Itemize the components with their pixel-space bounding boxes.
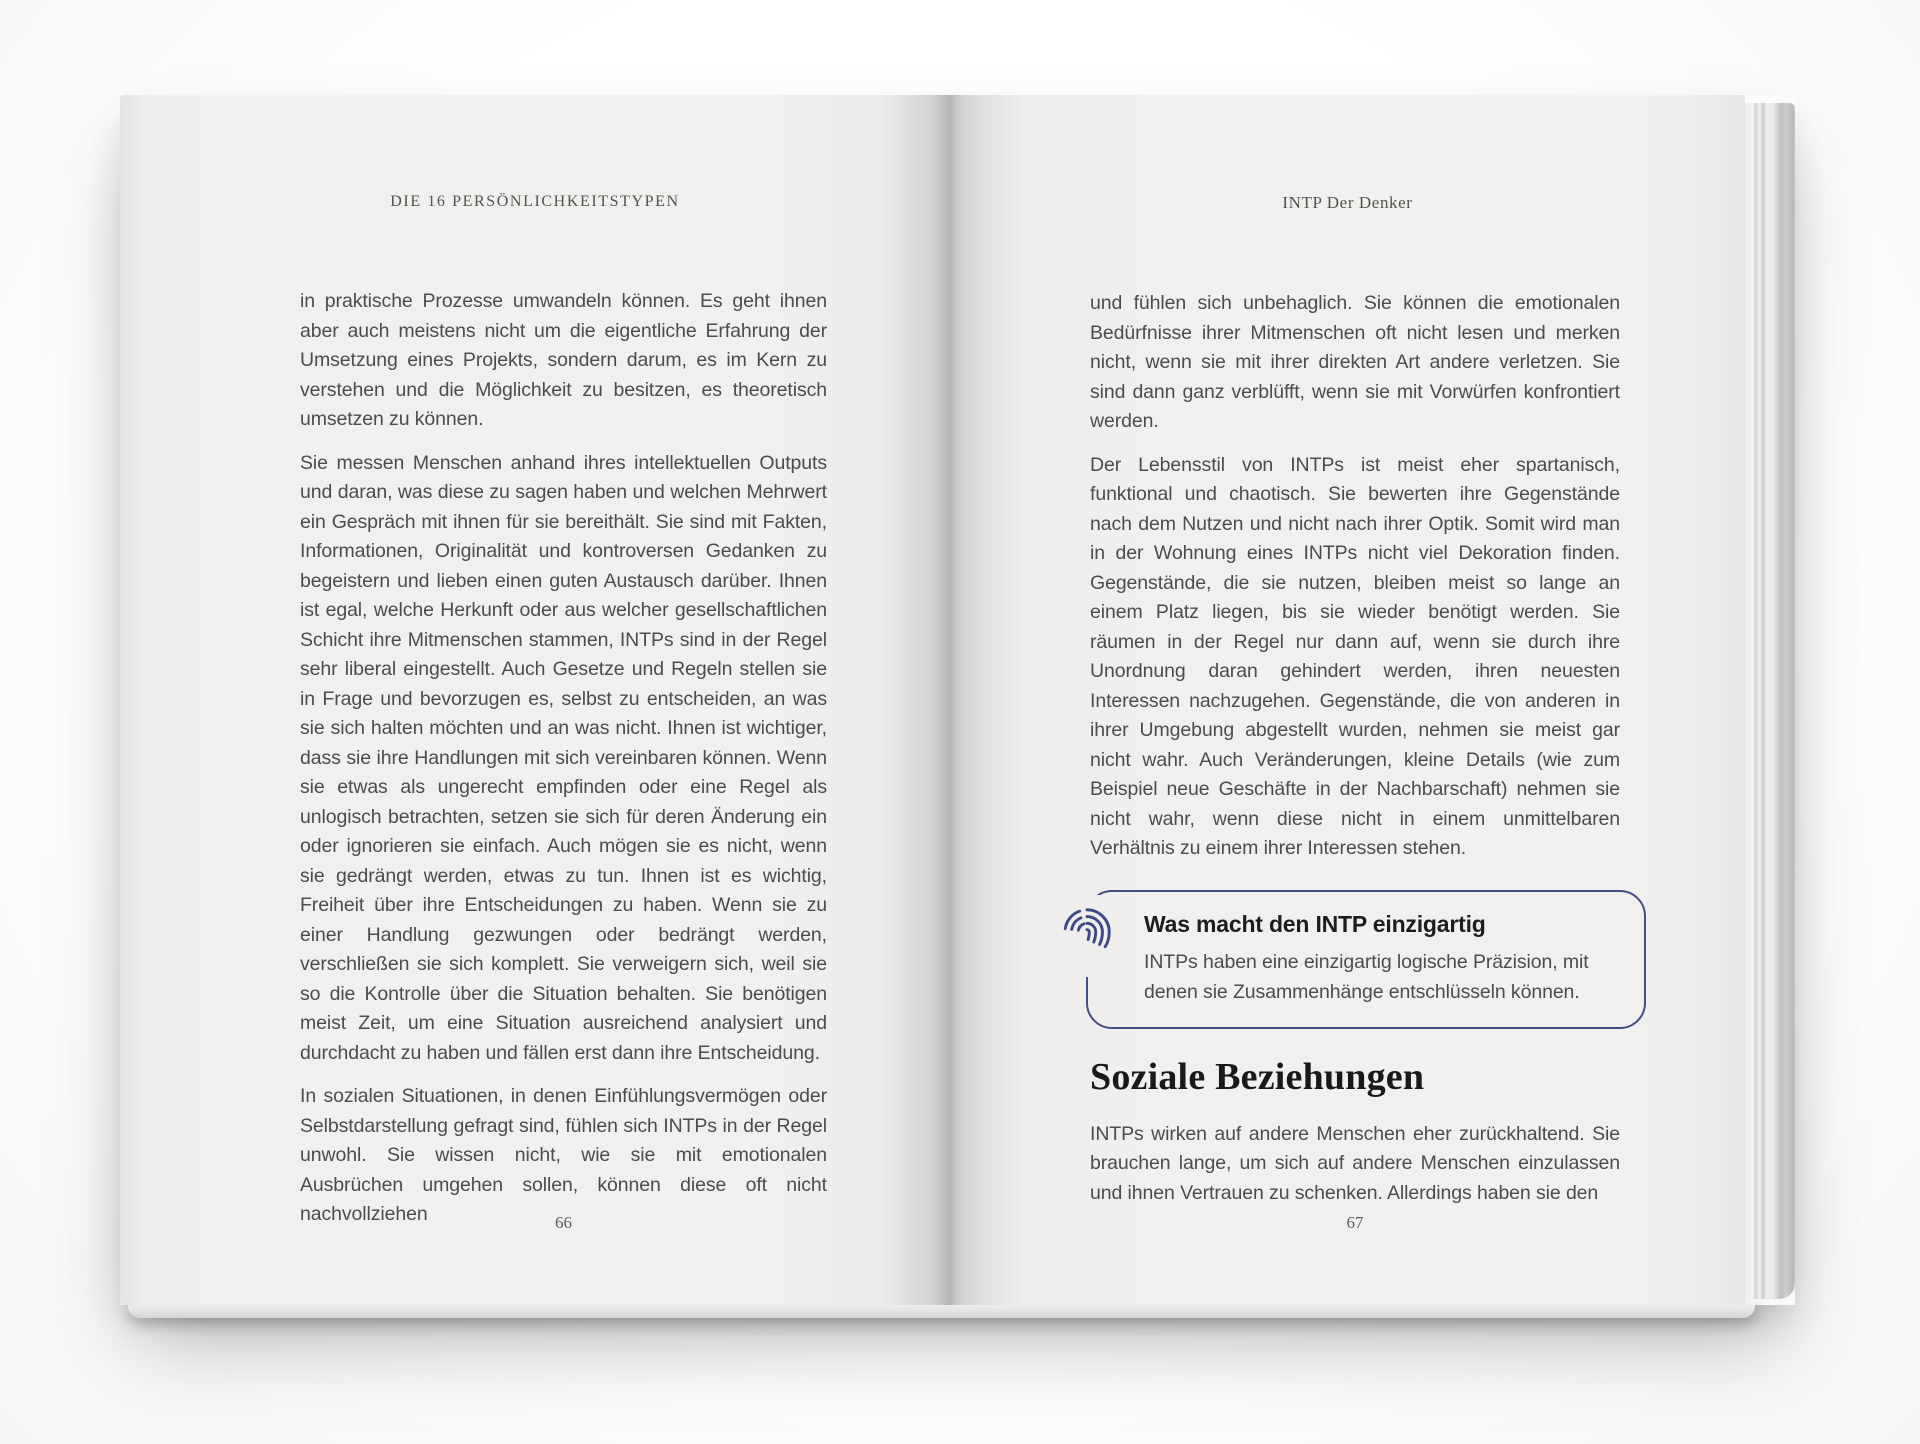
callout-box	[1086, 890, 1646, 1030]
text-column-left	[300, 287, 827, 1230]
page-fore-edge	[1745, 103, 1795, 1299]
callout-body: INTPs haben eine einzigartig logische Präzision, mit denen sie Zusammenhänge entschlüsseln können.	[1144, 951, 1589, 1003]
paragraph: Der Lebensstil von INTPs ist meist eher spartanisch, funktional und chaotisch. Sie bewerten ihre Gegenstände nach dem Nutzen und nicht nach ihrer Optik. Somit wird man in der Wohnung eines INTPs nicht viel Dekoration finden. Gegenstände, die sie nutzen, bleiben meist so lange an einem Platz liegen, bis sie wieder benötigt werden. Sie räumen in der Regel nur dann auf, wenn sie durch ihre Unordnung daran gehindert werden, ihren neuesten Interessen nachzugehen. Gegenstände, die von anderen in ihrer Umgebung abgestellt wurden, nehmen sie meist gar nicht wahr. Auch Veränderungen, kleine Details (wie zum Beispiel neue Geschäfte in der Nachbarschaft) nehmen sie nicht wahr, wenn diese nicht in einem unmittelbaren Verhältnis zu einem ihrer Interessen stehen.	[1090, 453, 1620, 859]
callout-title: Was macht den INTP einzigartig	[1144, 910, 1486, 937]
page-left	[120, 95, 950, 1305]
text-column-right	[1090, 289, 1620, 1208]
paragraph: In sozialen Situationen, in denen Einfühlungsvermögen oder Selbstdarstellung gefragt sind, fühlen sich INTPs in der Regel unwohl. Sie wissen nicht, wie sie mit emotionalen Ausbrüchen umgehen sollen, können diese oft nicht nachvollziehen	[300, 1085, 827, 1225]
paragraph: INTPs wirken auf andere Menschen eher zurückhaltend. Sie brauchen lange, um sich auf andere Menschen einzulassen und ihnen Vertrauen zu schenken. Allerdings haben sie den	[1090, 1122, 1620, 1204]
page-right	[950, 95, 1745, 1305]
paragraph: und fühlen sich unbehaglich. Sie können die emotionalen Bedürfnisse ihrer Mitmenschen oft nicht lesen und merken nicht, wenn sie mit ihrer direkten Art andere verletzen. Sie sind dann ganz verblüfft, wenn sie mit Vorwürfen konfrontiert werden.	[1090, 292, 1620, 432]
paragraph: Sie messen Menschen anhand ihres intellektuellen Outputs und daran, was diese zu sagen haben und welchen Mehrwert ein Gespräch mit ihnen für sie bereithält. Sie sind mit Fakten, Informationen, Originalität und kontroversen Gedanken zu begeistern und lieben einen guten Austausch darüber. Ihnen ist egal, welche Herkunft oder aus welcher gesellschaftlichen Schicht ihre Mitmenschen stammen, INTPs sind in der Regel sehr liberal eingestellt. Auch Gesetze und Regeln stellen sie in Frage und bevorzugen es, selbst zu entscheiden, an was sie sich halten möchten und an was nicht. Ihnen ist wichtiger, dass sie ihre Handlungen mit sich vereinbaren können. Wenn sie etwas als ungerecht empfinden oder eine Regel als unlogisch betrachten, setzen sie sich für deren Änderung ein oder ignorieren sie einfach. Auch mögen sie es nicht, wenn sie gedrängt werden, etwas zu tun. Ihnen ist es wichtig, Freiheit über ihre Entscheidungen zu haben. Wenn sie zu einer Handlung gezwungen oder bedrängt werden, verschließen sie sich komplett. Sie verweigern sich, weil sie so die Kontrolle über die Situation behalten. Sie benötigen meist Zeit, um eine Situation ausreichend analysiert und durchdacht zu haben und fällen erst dann ihre Entscheidung.	[300, 451, 827, 1064]
paragraph: in praktische Prozesse umwandeln können. Es geht ihnen aber auch meistens nicht um die eigentliche Erfahrung der Umsetzung eines Projekts, sondern darum, es im Kern zu verstehen und die Möglichkeit zu besitzen, es theoretisch umsetzen zu können.	[300, 290, 827, 430]
page-number-left: 66	[555, 1213, 572, 1232]
fingerprint-icon	[1054, 895, 1120, 977]
page-number-right: 67	[1346, 1213, 1364, 1232]
running-head-right: INTP Der Denker	[1282, 193, 1413, 212]
running-head-left: DIE 16 PERSÖNLICHKEITSTYPEN	[390, 193, 680, 210]
section-heading: Soziale Beziehungen	[1090, 1056, 1425, 1098]
open-book	[120, 95, 1795, 1305]
